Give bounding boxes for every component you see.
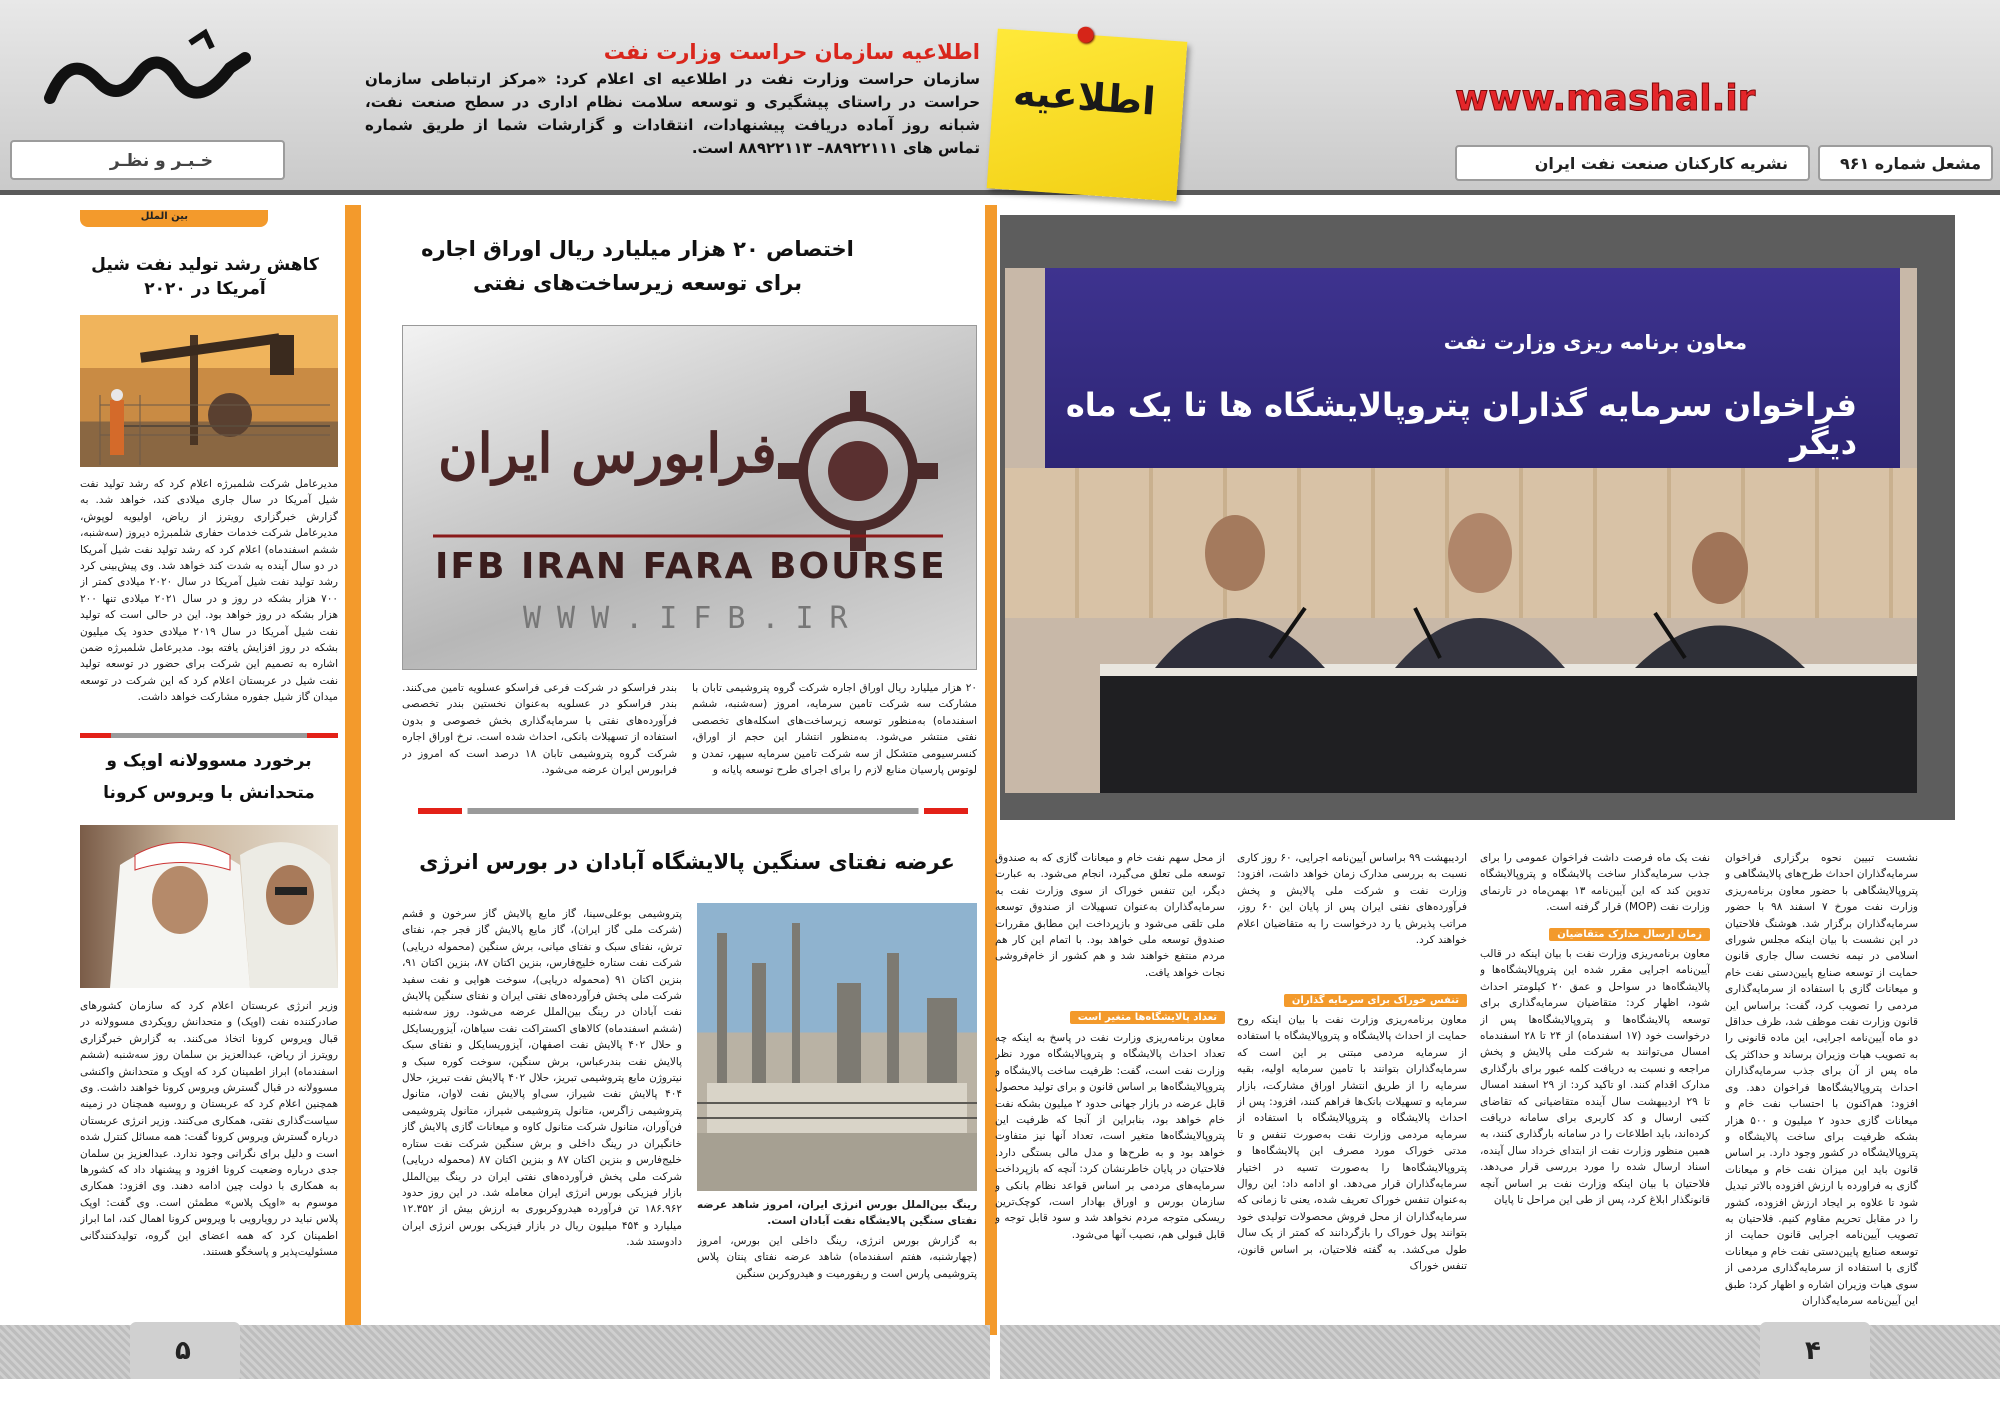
notice-sticky-label: اطلاعیه [1011, 69, 1157, 124]
ifb-english-name: IFB IRAN FARA BOURSE [435, 546, 947, 587]
page4-col2-body: معاون برنامه‌ریزی وزارت نفت با بیان اینکه در قالب آیین‌نامه اجرایی مقرر شده این پتروپالایشگاه‌ها و پالایشگاه‌ها در سواحل و عمق ۲۰ کیلومتر احداث شود، اظهار کرد: متقاضیان سرمایه‌گذاری برای توسعه پالایشگاه‌ها و پتروپالایشگاه‌ها پس از درخواست خود (۱۷ اسفندماه) از ۲۴ تا ۲۸ اسفندماه امسال می‌توانند به شرکت ملی پالایش و پخش مراجعه و نسبت به دریافت کلمه عبور برای بارگذاری مدارک اقدام کنند. او تاکید کرد: از ۲۹ اسفند امسال تا ۲۹ اردیبهشت سال آینده متقاضیانی که تقاضای کتبی ارسال و کد کاربری برای سامانه دریافت کرده‌اند، باید اطلاعات را در سامانه بارگذاری کنند، به همین منظور وزارت نفت از ابتدای خرداد سال آینده، اسناد ارسال شده را مورد بررسی قرار می‌دهد. فلاحتیان با بیان اینکه وزارت نفت بر اساس آنچه قانونگذار ابلاغ کرد، پس از طی این مراحل تا پایان [1480, 948, 1710, 1207]
ifb-persian-name: فرابورس ایران [438, 421, 777, 485]
page5-number: ۵ [175, 1336, 191, 1366]
sidebar-tag-label: بین الملل [140, 211, 188, 222]
officials-photo-illustration [80, 825, 338, 988]
page4-col4-body: معاون برنامه‌ریزی وزارت نفت در پاسخ به اینکه چه تعداد احداث پالایشگاه و پتروپالایشگاه مورد نظر وزارت نفت است، گفت: ظرفیت ساخت پالایشگاه و پتروپالایشگاه‌ها بر اساس قانون و برای تولید محصول قابل عرضه در بازار جهانی حدود ۲ میلیون بشکه نفت خام خواهد بود، بنابراین از آنجا که ظرفیت این پتروپالایشگاه‌ها متغیر است، تعداد آنها نیز متفاوت خواهد بود و به طرح‌ها و مدل مالی بستگی دارد. فلاحتیان در پایان خاطرنشان کرد: آنچه که بازپرداخت سرمایه‌های مردمی بر اساس قواعد نظام بانکی و سازمان بورس و اوراق بهادار است، کوچک‌ترین ریسکی متوجه مردم نخواهد شد و سود قابل توجه و قابل قبولی هم، نصیب آنها می‌شود. [995, 1032, 1225, 1241]
sidebar-story2-photo [80, 825, 338, 988]
page5-article1-col1: ۲۰ هزار میلیارد ریال اوراق اجاره شرکت گروه پتروشیمی تابان با مشارکت سه شرکت تامین سرمایه، امروز (سه‌شنبه، ششم اسفندماه) به‌منظور توسعه زیرساخت‌های اسکله‌های تخصصی نفتی منتشر می‌شود. به‌منظور انتشار این حجم از اوراق، کنسرسیومی متشکل از سه شرکت تامین سرمایه سپهر، تمدن و لوتوس پارسیان منابع لازم را برای اجرای طرح توسعه پایانه و [692, 682, 977, 777]
page4-col3-subhead-wrap [1237, 988, 1467, 1007]
sidebar-story2-title: برخورد مسوولانه اوپک و متحدانش با ویروس کرونا [103, 751, 315, 803]
sidebar-divider [80, 733, 338, 738]
page5-article2-photo [697, 903, 977, 1191]
logo-mark-icon [40, 28, 260, 118]
page4-col3-subhead: تنفس خوراک برای سرمایه گذاران [1284, 994, 1467, 1007]
issue-box [1818, 145, 1993, 181]
notice-sticky [987, 29, 1188, 202]
page4-main-photo [1005, 268, 1917, 793]
bottom-strip [0, 1379, 2000, 1414]
page5-article2-col-left: به گزارش بورس انرژی، رینگ داخلی این بورس، امروز (چهارشنبه، هفتم اسفندماه) شاهد عرضه نفتای پنتان پلاس پتروشیمی پارس است و ریفورمیت و هیدروکربن سنگین [697, 1235, 977, 1280]
ifb-url: WWW.IFB.IR [523, 601, 864, 636]
page4-col2-subhead-wrap [1480, 922, 1710, 941]
page4-col2-top: نفت یک ماه فرصت داشت فراخوان عمومی را برای جذب سرمایه‌گذار ساخت پالایشگاه و پتروپالایشگاه تدوین کند که این آیین‌نامه ۱۳ بهمن‌ماه در تارنمای وزارت نفت (MOP) قرار گرفته است. [1480, 852, 1710, 914]
page4-number: ۴ [1805, 1336, 1821, 1366]
page5-article1-photo [402, 325, 977, 670]
pumpjack-illustration [80, 315, 338, 467]
section-label-box [10, 140, 285, 180]
sidebar-story1-body: مدیرعامل شرکت شلمبرژه اعلام کرد که رشد تولید نفت شیل آمریکا در سال جاری میلادی کند، خواهد شد. به گزارش خبرگزاری رویترز از ریاض، اولیویه لوپوش، مدیرعامل شرکت خدمات حفاری شلمبرژه دیروز (سه‌شنبه، ششم اسفندماه) اعلام کرد که رشد تولید نفت شیل آمریکا در دو سال آینده به شدت کند خواهد شد. وی پیش‌بینی کرد رشد تولید نفت شیل آمریکا در سال ۲۰۲۰ میلادی کمتر از ۷۰۰ هزار بشکه در روز و در سال ۲۰۲۱ میلادی تنها ۲۰۰ هزار بشکه در روز خواهد بود. این در حالی است که تولید نفت شیل آمریکا در سال ۲۰۱۹ میلادی حدود یک میلیون بشکه در روز افزایش یافته بود. مدیرعامل شلمبرژه ضمن اشاره به تصمیم این شرکت برای حضور در توسعه تولید نفت شیل در عربستان اعلام کرد که این شرکت در توسعه میدان گاز شیل جفوره مشارکت خواهد داشت. [80, 478, 338, 704]
refinery-illustration [697, 903, 977, 1191]
sidebar-tag [80, 210, 268, 227]
section-label: خـبـر و نظـر [109, 151, 213, 171]
page5-article1-col2: بندر فراسکو در شرکت فرعی فراسکو عسلویه تامین می‌کنند. بندر فراسکو در عسلویه به‌عنوان نخستین بندر تخصصی فرآورده‌های نفتی با سرمایه‌گذاری بخش خصوصی و بدون استفاده از تسهیلات بانکی، احداث شده است. نرخ اوراق اجاره شرکت گروه پتروشیمی تابان ۱۸ درصد است که امروز در فرابورس ایران عرضه می‌شود. [402, 682, 677, 777]
logo [40, 28, 260, 118]
page4-col3-body: معاون برنامه‌ریزی وزارت نفت با بیان اینکه روح حمایت از احداث پالایشگاه و پتروپالایشگاه با استفاده از سرمایه مردمی مبتنی بر این است که سرمایه‌گذاران بتوانند با تامین سرمایه اولیه، بقیه سرمایه را از طریق انتشار اوراق مشارکت، بازار سرمایه و تسهیلات بانک‌ها فراهم کنند، افزود: پس از احداث پالایشگاه و پتروپالایشگاه با استفاده از سرمایه مردمی وزارت نفت به‌صورت تنفس و تا مدتی خوراک مورد مصرف این پالایشگاه‌ها و پتروپالایشگاه‌ها را به‌صورت تسیه در اختیار سرمایه‌گذاران قرار می‌دهد. او ادامه داد: این روال به‌عنوان تنفس خوراک تعریف شده، یعنی تا زمانی که سرمایه‌گذاران از محل فروش محصولات تولیدی خود بتوانند پول خوراک را بازگردانند که کمتر از یک سال طول می‌کشد. به گفته فلاحتیان، بر اساس قانون، تنفس خوراک [1237, 1014, 1467, 1273]
page5-number-box [130, 1322, 240, 1382]
page4-number-box [1760, 1322, 1870, 1382]
notice-body: سازمان حراست وزارت نفت در اطلاعیه ای اعلام کرد: «مرکز ارتباطی سازمان حراست در راستای پیشگیری و توسعه سلامت نظام اداری در سطح صنعت نفت، شبانه روز آماده دریافت پیشنهادات، انتقادات و گزارشات شما از طریق شماره تماس های ۸۸۹۲۲۱۱۱– ۸۸۹۲۲۱۱۳ است. [365, 70, 980, 157]
sidebar-story2-body: وزیر انرژی عربستان اعلام کرد که سازمان کشورهای صادرکننده نفت (اوپک) و متحدانش رویکردی مسوولانه در قبال ویروس کرونا اتخاذ می‌کنند. به گزارش خبرگزاری رویترز از ریاض، عبدالعزیز بن سلمان روز سه‌شنبه (ششم اسفندماه) ابراز اطمینان کرد که اوپک و متحدانش واکنشی مسوولانه در قبال گسترش ویروس کرونا خواهند داشت. وی همچنین اعلام کرد که عربستان و روسیه همچنان در زمینه سیاست‌گذاری نفتی، همکاری می‌کنند. وزیر انرژی عربستان درباره گسترش ویروس کرونا گفت: همه مسائل کنترل شده است و دلیل برای نگرانی وجود ندارد. عبدالعزیز بن سلمان جدی درباره وضعیت کرونا افزود و پیشنهاد داد که کشورها به همکاری با دولت چین ادامه دهند. وی افزود: همکاری موسوم به «اوپک پلاس» مطمئن است. وی گفت: اوپک پلاس نباید در رویارویی با ویروس کرونا اهمال کند، اما ابراز اطمینان کرد که همه اعضای این گروه، تولیدکنندگانی مسئولیت‌پذیر و پاسخگو هستند. [80, 1000, 338, 1259]
banner-headline: فراخوان سرمایه گذاران پتروپالایشگاه ها تا یک ماه دیگر [1065, 386, 1857, 462]
page4-col4-subhead-wrap [995, 1005, 1225, 1024]
page4-col4-top: از محل سهم نفت خام و میعانات گازی که به صندوق توسعه ملی تعلق می‌گیرد، انجام می‌شود. به عبارت دیگر، این تنفس خوراک از سوی وزارت نفت به سرمایه‌گذاران به‌عنوان تسهیلات از صندوق توسعه ملی تلقی می‌شود و بازپرداخت این مطابق مقررات صندوق توسعه ملی خواهد بود. با اتمام این کار هم مردم منتفع خواهند شد و هم کشور از خام‌فروشی نجات خواهد یافت. [995, 852, 1225, 979]
page5-article-divider [418, 808, 968, 814]
sidebar-story1-title: کاهش رشد تولید نفت شیل آمریکا در ۲۰۲۰ [91, 255, 319, 299]
publication-name: نشریه کارکنان صنعت نفت ایران [1534, 154, 1788, 173]
page4-col4-subhead: تعداد پالایشگاه‌ها متغیر است [1070, 1011, 1225, 1024]
page5-article2-caption: رینگ بین‌الملل بورس انرژی ایران، امروز شاهد عرضه نفتای سنگین پالایشگاه نفت آبادان است. [697, 1199, 977, 1227]
page4-col3-top: اردیبهشت ۹۹ براساس آیین‌نامه اجرایی، ۶۰ روز کاری نسبت به بررسی مدارک زمان خواهد داشت، افزود: وزارت نفت و شرکت ملی پالایش و پخش فرآورده‌های نفتی ایران پس از پایان این ۶۰ روز، مراتب پذیرش یا رد درخواست را به متقاضیان اعلام خواهند کرد. [1237, 852, 1467, 947]
issue-number: مشعل شماره ۹۶۱ [1839, 154, 1981, 173]
notice-title: اطلاعیه سازمان حراست وزارت نفت [603, 40, 980, 64]
page4-col2-subhead: زمان ارسال مدارک متقاضیان [1549, 928, 1710, 941]
pin-icon [1077, 26, 1094, 43]
page4-col1: نشست تبیین نحوه برگزاری فراخوان سرمایه‌گذاران احداث طرح‌های پالایشگاهی و پتروپالایشگاهی با حضور معاون برنامه‌ریزی وزارت نفت مورخ ۷ اسفند ۹۸ با حضور سرمایه‌گذاران برگزار شد. هوشنگ فلاحتیان در این نشست با بیان اینکه مجلس شورای اسلامی در نیمه نخست سال جاری قانون حمایت از توسعه صنایع پایین‌دستی نفت خام و میعانات گازی با استفاده از سرمایه‌گذاری مردمی را تصویب کرد، گفت: براساس این قانون وزارت نفت موظف شد، ظرف حداقل دو ماه آیین‌نامه اجرایی، این ماده قانونی را به تصویب هیات وزیران برساند و حداکثر یک ماه پس از آن برای جذب سرمایه‌گذاران احداث پتروپالایشگاه‌ها فراخوان دهد. وی افزود: هم‌اکنون با احتساب نفت خام و میعانات گازی حدود ۲ میلیون و ۵۰۰ هزار بشکه ظرفیت برای ساخت پالایشگاه و پتروپالایشگاه در کشور وجود دارد. بر اساس قانون باید این میزان نفت خام و میعانات گازی به فراورده با ارزش افزوده بالاتر تبدیل شود تا علاوه بر ایجاد ارزش افزوده، کشور را در مقابل تحریم مقاوم کنیم. فلاحتیان به تصویب آیین‌نامه اجرایی قانون حمایت از توسعه صنایع پایین‌دستی نفت خام و میعانات گازی با استفاده از سرمایه‌گذاری مردمی از سوی هیات وزیران اشاره و اظهار کرد: طبق این آیین‌نامه سرمایه‌گذاران [1725, 852, 1918, 1307]
page5-article2-col-right: پتروشیمی بوعلی‌سینا، گاز مایع پالایش گاز سرخون و قشم (شرکت ملی گاز ایران)، گاز مایع پالایش گاز فجر جم، نفتای ترش، نفتای سبک و نفتای میانی، برش سنگین (محموله دریایی) شرکت نفت ستاره خلیج‌فارس، بنزین اکتان ۸۷، بنزین اکتان ۹۱، بنزین اکتان ۹۱ (محموله دریایی)، سوخت هوایی و نفت سفید شرکت ملی پخش فرآورده‌های نفتی ایران و نفتای سنگین پالایش نفت آبادان در رینگ بین‌الملل عرضه می‌شود. روز سه‌شنبه (ششم اسفندماه) کالاهای اکستراکت نفت سیاهان، آیزوریسایکل و حلال ۴۰۲ پالایش نفت اصفهان، آیزوریسایکل و نفتای سبک پالایش نفت بندرعباس، برش سنگین، سوخت کوره سبک و نیتروژن مایع پتروشیمی تبریز، حلال ۴۰۲ پالایش نفت تبریز، حلال ۴۰۴ پالایش نفت شیراز، سی‌او پالایش نفت لاوان، متانول پتروشیمی زاگرس، متانول پتروشیمی شیراز، متانول پتروشیمی فن‌آوران، متانول شرکت متانول کاوه و میعانات گازی پالایش گاز خانگیران در رینگ داخلی و برش سنگین شرکت نفت ستاره خلیج‌فارس و بنزین اکتان ۸۷ و بنزین اکتان ۸۷ (محموله دریایی) شرکت ملی پخش فرآورده‌های نفتی ایران در رینگ بین‌الملل بازار فیزیکی بورس انرژی ایران معامله شد. در این روز حدود ۱۸۶.۹۶۲ تن فرآورده هیدروکربوری به ارزش بیش از ۱۲.۳۵۲ میلیارد و ۴۵۴ میلیون ریال در بازار فیزیکی بورس انرژی ایران دادوستد شد. [402, 908, 682, 1249]
page5-article2-title: عرضه نفتای سنگین پالایشگاه آبادان در بورس انرژی [419, 850, 955, 874]
page5-orange-bar-left [345, 205, 361, 1335]
page5-article1-title: اختصاص ۲۰ هزار میلیارد ریال اوراق اجاره برای توسعه زیرساخت‌های نفتی [421, 237, 854, 295]
banner-kicker: معاون برنامه ریزی وزارت نفت [1443, 330, 1747, 354]
publication-box [1455, 145, 1810, 181]
officials-illustration [1005, 268, 1917, 793]
sidebar-story1-photo [80, 315, 338, 467]
logo-text [110, 58, 113, 59]
site-url: www.mashal.ir [1455, 78, 1756, 119]
